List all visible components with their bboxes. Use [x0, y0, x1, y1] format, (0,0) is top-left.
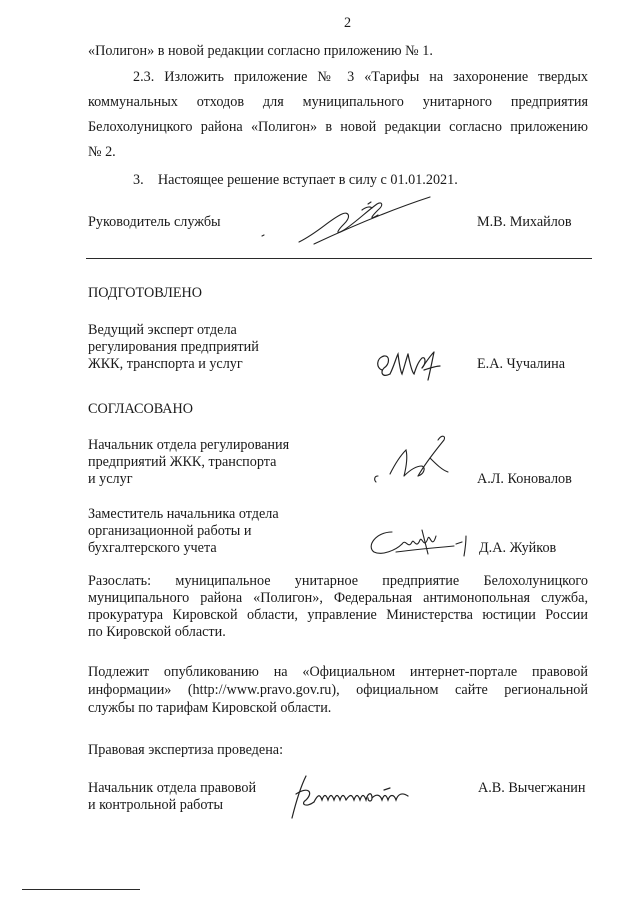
publication-line3: службы по тарифам Кировской области. — [88, 700, 332, 716]
agreed-person2-signature-image — [362, 522, 480, 562]
head-signature-image — [244, 192, 444, 254]
legal-review-statement: Правовая экспертиза проведена: — [88, 742, 284, 758]
page-number: 2 — [344, 15, 352, 31]
publication-line1: Подлежит опубликованию на «Официальном интернет-портале правовой — [88, 664, 588, 680]
legal-review-signature-image — [284, 772, 434, 822]
agreed-person2-position-line1: Заместитель начальника отдела — [88, 506, 279, 522]
distribution-line1: Разослать: муниципальное унитарное предприятие Белохолуницкого — [88, 573, 588, 589]
prepared-name: Е.А. Чучалина — [477, 356, 565, 372]
distribution-line4: по Кировской области. — [88, 624, 226, 640]
agreed-person1-name: А.Л. Коновалов — [477, 471, 572, 487]
prepared-position-line1: Ведущий эксперт отдела — [88, 322, 237, 338]
agreed-heading: СОГЛАСОВАНО — [88, 401, 194, 417]
head-name: М.В. Михайлов — [477, 214, 572, 230]
agreed-person1-signature-image — [366, 430, 456, 490]
para-2-3-line4: № 2. — [88, 144, 116, 160]
para-2-3-line3: Белохолуницкого района «Полигон» в новой редакции согласно приложению — [88, 119, 588, 135]
legal-review-position-line1: Начальник отдела правовой — [88, 780, 257, 796]
distribution-line3: прокуратура Кировской области, управление Министерства юстиции России — [88, 607, 588, 623]
agreed-person2-position-line2: организационной работы и — [88, 523, 252, 539]
publication-line2: информации» (http://www.pravo.gov.ru), официальном сайте региональной — [88, 682, 588, 698]
prepared-heading: ПОДГОТОВЛЕНО — [88, 285, 202, 301]
prepared-position-line2: регулирования предприятий — [88, 339, 259, 355]
legal-review-name: А.В. Вычегжанин — [478, 780, 586, 796]
agreed-person1-position-line2: предприятий ЖКК, транспорта — [88, 454, 277, 470]
prepared-position-line3: ЖКК, транспорта и услуг — [88, 356, 243, 372]
separator-line — [86, 258, 592, 259]
distribution-line2: муниципального района «Полигон», Федеральная антимонопольная служба, — [88, 590, 588, 606]
head-title: Руководитель службы — [88, 214, 221, 230]
agreed-person1-position-line3: и услуг — [88, 471, 133, 487]
legal-review-position-line2: и контрольной работы — [88, 797, 223, 813]
footnote-separator — [22, 889, 140, 890]
agreed-person2-name: Д.А. Жуйков — [479, 540, 557, 556]
para-intro: «Полигон» в новой редакции согласно приложению № 1. — [88, 43, 433, 59]
para-2-3-line1: 2.3. Изложить приложение № 3 «Тарифы на захоронение твердых — [133, 69, 588, 85]
para-3: 3. Настоящее решение вступает в силу с 01.01.2021. — [133, 172, 458, 188]
prepared-signature-image — [368, 344, 448, 386]
agreed-person1-position-line1: Начальник отдела регулирования — [88, 437, 290, 453]
para-2-3-line2: коммунальных отходов для муниципального унитарного предприятия — [88, 94, 588, 110]
agreed-person2-position-line3: бухгалтерского учета — [88, 540, 217, 556]
